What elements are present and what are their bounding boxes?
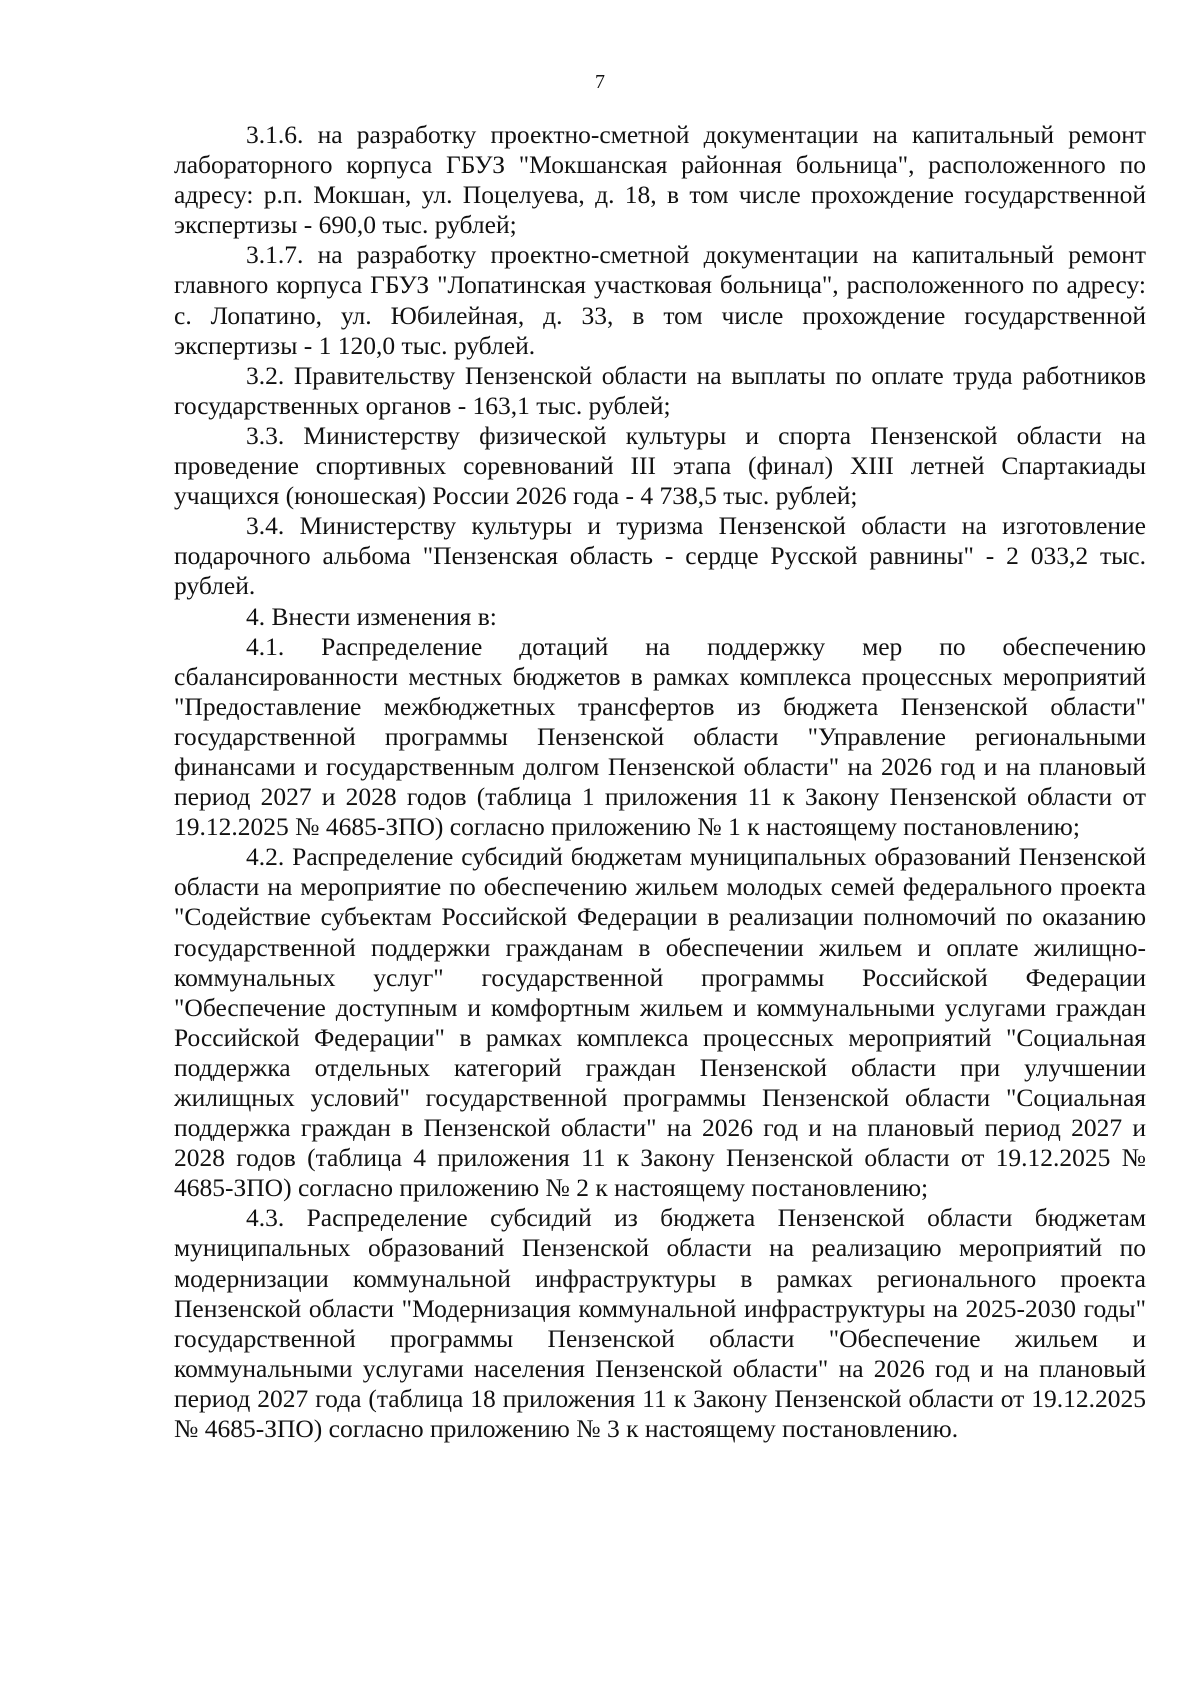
document-body — [174, 120, 1146, 1444]
paragraph-3-3: 3.3. Министерству физической культуры и спорта Пензенской области на проведение спортивных соревнований III этапа (финал) XIII летней Спартакиады учащихся (юношеская) России 2026 года - 4 738,5 тыс. рублей; — [174, 420, 1146, 511]
page-number: 7 — [595, 71, 605, 93]
paragraph-4-2: 4.2. Распределение субсидий бюджетам муниципальных образований Пензенской области на мероприятие по обеспечению жильем молодых семей федерального проекта "Содействие субъектам Российской Федерации в реализации полномочий по оказанию государственной поддержки гражданам в обеспечении жильем и оплате жилищно-коммунальных услуг" государственной программы Российской Федерации "Обеспечение доступным и комфортным жильем и коммунальными услугами граждан Российской Федерации" в рамках комплекса процессных мероприятий "Социальная поддержка отдельных категорий граждан Пензенской области при улучшении жилищных условий" государственной программы Пензенской области "Социальная поддержка граждан в Пензенской области" на 2026 год и на плановый период 2027 и 2028 годов (таблица 4 приложения 11 к Закону Пензенской области от 19.12.2025 № 4685-ЗПО) согласно приложению № 2 к настоящему постановлению; — [174, 842, 1146, 1203]
paragraph-3-4: 3.4. Министерству культуры и туризма Пензенской области на изготовление подарочного альбома "Пензенская область - сердце Русской равнины" - 2 033,2 тыс. рублей. — [174, 511, 1146, 601]
paragraph-4-1: 4.1. Распределение дотаций на поддержку мер по обеспечению сбалансированности местных бюджетов в рамках комплекса процессных мероприятий "Предоставление межбюджетных трансфертов из бюджета Пензенской области" государственной программы Пензенской области "Управление региональными финансами и государственным долгом Пензенской области" на 2026 год и на плановый период 2027 и 2028 годов (таблица 1 приложения 11 к Закону Пензенской области от 19.12.2025 № 4685-ЗПО) согласно приложению № 1 к настоящему постановлению; — [174, 631, 1146, 842]
paragraph-3-1-6: 3.1.6. на разработку проектно-сметной документации на капитальный ремонт лабораторного корпуса ГБУЗ "Мокшанская районная больница", расположенного по адресу: р.п. Мокшан, ул. Поцелуева, д. 18, в том числе прохождение государственной экспертизы - 690,0 тыс. рублей; — [174, 120, 1146, 240]
paragraph-3-1-7: 3.1.7. на разработку проектно-сметной документации на капитальный ремонт главного корпуса ГБУЗ "Лопатинская участковая больница", расположенного по адресу: с. Лопатино, ул. Юбилейная, д. 33, в том числе прохождение государственной экспертизы - 1 120,0 тыс. рублей. — [174, 240, 1146, 360]
paragraph-4-3: 4.3. Распределение субсидий из бюджета Пензенской области бюджетам муниципальных образований Пензенской области на реализацию мероприятий по модернизации коммунальной инфраструктуры в рамках регионального проекта Пензенской области "Модернизация коммунальной инфраструктуры на 2025-2030 годы" государственной программы Пензенской области "Обеспечение жильем и коммунальными услугами населения Пензенской области" на 2026 год и на плановый период 2027 года (таблица 18 приложения 11 к Закону Пензенской области от 19.12.2025 № 4685-ЗПО) согласно приложению № 3 к настоящему постановлению. — [174, 1203, 1146, 1444]
paragraph-3-2: 3.2. Правительству Пензенской области на выплаты по оплате труда работников государственных органов - 163,1 тыс. рублей; — [174, 360, 1146, 420]
paragraph-4: 4. Внести изменения в: — [246, 601, 497, 631]
